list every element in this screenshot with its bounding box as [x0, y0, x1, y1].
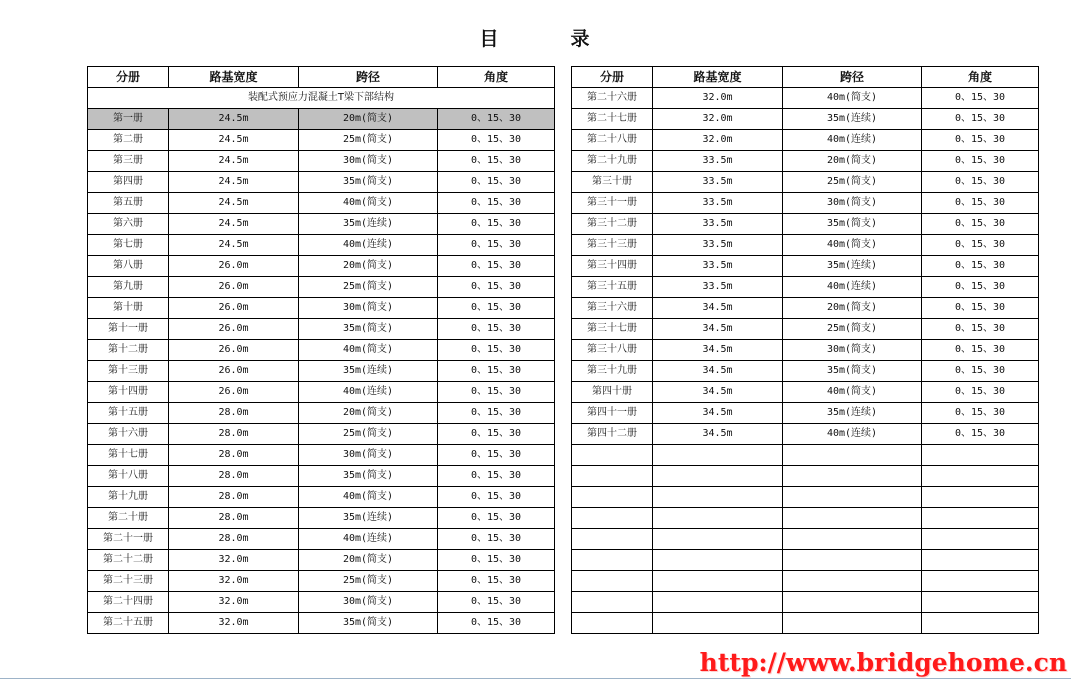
span-cell: 40m(连续) [299, 235, 438, 256]
span-cell: 40m(简支) [783, 235, 922, 256]
table-row [88, 277, 555, 298]
empty-cell [783, 445, 922, 466]
volume-cell: 第三册 [88, 151, 169, 172]
angle-cell: 0、15、30 [438, 487, 555, 508]
subgrade-width-cell: 33.5m [653, 193, 783, 214]
volume-cell: 第二十一册 [88, 529, 169, 550]
span-cell: 40m(简支) [783, 88, 922, 109]
subgrade-width-cell: 33.5m [653, 256, 783, 277]
angle-cell: 0、15、30 [438, 235, 555, 256]
subgrade-width-cell: 24.5m [169, 193, 299, 214]
span-cell: 30m(简支) [299, 445, 438, 466]
angle-cell: 0、15、30 [438, 277, 555, 298]
span-cell: 40m(简支) [783, 382, 922, 403]
subgrade-width-cell: 28.0m [169, 403, 299, 424]
table-row [572, 340, 1039, 361]
empty-cell [572, 508, 653, 529]
subgrade-width-cell: 24.5m [169, 130, 299, 151]
angle-cell: 0、15、30 [438, 256, 555, 277]
subgrade-width-cell: 26.0m [169, 361, 299, 382]
angle-cell: 0、15、30 [922, 193, 1039, 214]
angle-cell: 0、15、30 [922, 88, 1039, 109]
table-row [572, 235, 1039, 256]
volume-cell: 第二十八册 [572, 130, 653, 151]
volume-cell: 第三十五册 [572, 277, 653, 298]
table-row [88, 172, 555, 193]
subgrade-width-cell: 28.0m [169, 529, 299, 550]
empty-row [572, 445, 1039, 466]
volume-cell: 第十四册 [88, 382, 169, 403]
empty-cell [572, 550, 653, 571]
table-row [88, 466, 555, 487]
empty-cell [783, 571, 922, 592]
empty-cell [922, 550, 1039, 571]
subgrade-width-cell: 34.5m [653, 319, 783, 340]
subgrade-width-cell: 33.5m [653, 151, 783, 172]
subgrade-width-cell: 32.0m [169, 592, 299, 613]
angle-cell: 0、15、30 [922, 277, 1039, 298]
angle-cell: 0、15、30 [438, 613, 555, 634]
header-angle: 角度 [922, 67, 1039, 88]
subgrade-width-cell: 34.5m [653, 361, 783, 382]
angle-cell: 0、15、30 [438, 424, 555, 445]
angle-cell: 0、15、30 [922, 109, 1039, 130]
angle-cell: 0、15、30 [922, 256, 1039, 277]
table-row [88, 214, 555, 235]
volume-cell: 第三十七册 [572, 319, 653, 340]
angle-cell: 0、15、30 [922, 214, 1039, 235]
site-watermark: http://www.bridgehome.cn [699, 648, 1067, 677]
span-cell: 35m(连续) [783, 256, 922, 277]
span-cell: 20m(简支) [783, 298, 922, 319]
volume-cell: 第五册 [88, 193, 169, 214]
empty-cell [922, 592, 1039, 613]
empty-cell [922, 508, 1039, 529]
angle-cell: 0、15、30 [438, 550, 555, 571]
span-cell: 35m(简支) [299, 319, 438, 340]
angle-cell: 0、15、30 [438, 214, 555, 235]
table-row [88, 361, 555, 382]
volume-cell: 第二册 [88, 130, 169, 151]
span-cell: 40m(连续) [783, 424, 922, 445]
table-row [88, 109, 555, 130]
span-cell: 30m(简支) [299, 151, 438, 172]
volume-cell: 第三十九册 [572, 361, 653, 382]
span-cell: 35m(简支) [299, 613, 438, 634]
volume-cell: 第十七册 [88, 445, 169, 466]
angle-cell: 0、15、30 [922, 319, 1039, 340]
angle-cell: 0、15、30 [438, 130, 555, 151]
title-char-1: 目 [479, 27, 501, 50]
subgrade-width-cell: 26.0m [169, 298, 299, 319]
empty-row [572, 466, 1039, 487]
empty-cell [653, 529, 783, 550]
span-cell: 25m(简支) [299, 571, 438, 592]
empty-row [572, 592, 1039, 613]
table-row [88, 487, 555, 508]
span-cell: 25m(简支) [783, 319, 922, 340]
empty-cell [783, 529, 922, 550]
table-row [572, 298, 1039, 319]
header-subgrade-width: 路基宽度 [653, 67, 783, 88]
header-volume: 分册 [88, 67, 169, 88]
volume-cell: 第十一册 [88, 319, 169, 340]
angle-cell: 0、15、30 [922, 130, 1039, 151]
table-row [572, 361, 1039, 382]
angle-cell: 0、15、30 [922, 382, 1039, 403]
angle-cell: 0、15、30 [438, 403, 555, 424]
subgrade-width-cell: 32.0m [653, 109, 783, 130]
volume-cell: 第三十二册 [572, 214, 653, 235]
volume-cell: 第十八册 [88, 466, 169, 487]
span-cell: 35m(简支) [299, 172, 438, 193]
empty-cell [653, 508, 783, 529]
angle-cell: 0、15、30 [438, 340, 555, 361]
empty-cell [922, 487, 1039, 508]
angle-cell: 0、15、30 [438, 319, 555, 340]
empty-cell [783, 466, 922, 487]
empty-cell [922, 529, 1039, 550]
span-cell: 20m(简支) [299, 256, 438, 277]
header-subgrade-width: 路基宽度 [169, 67, 299, 88]
subgrade-width-cell: 34.5m [653, 298, 783, 319]
table-row [572, 214, 1039, 235]
span-cell: 40m(简支) [299, 340, 438, 361]
table-row [572, 256, 1039, 277]
table-row [88, 403, 555, 424]
empty-cell [572, 529, 653, 550]
volume-cell: 第十五册 [88, 403, 169, 424]
empty-cell [922, 571, 1039, 592]
volume-cell: 第二十册 [88, 508, 169, 529]
empty-cell [572, 487, 653, 508]
volume-cell: 第十三册 [88, 361, 169, 382]
table-row [88, 130, 555, 151]
header-angle: 角度 [438, 67, 555, 88]
table-row [572, 277, 1039, 298]
empty-cell [653, 466, 783, 487]
empty-cell [653, 592, 783, 613]
empty-row [572, 529, 1039, 550]
table-row [88, 235, 555, 256]
subgrade-width-cell: 32.0m [653, 130, 783, 151]
span-cell: 40m(连续) [783, 277, 922, 298]
table-row [88, 529, 555, 550]
subgrade-width-cell: 33.5m [653, 214, 783, 235]
subgrade-width-cell: 26.0m [169, 340, 299, 361]
subgrade-width-cell: 28.0m [169, 424, 299, 445]
page-title [0, 24, 1071, 50]
subgrade-width-cell: 34.5m [653, 403, 783, 424]
volume-cell: 第四十一册 [572, 403, 653, 424]
span-cell: 40m(简支) [299, 193, 438, 214]
table-row [572, 193, 1039, 214]
subgrade-width-cell: 26.0m [169, 319, 299, 340]
subgrade-width-cell: 34.5m [653, 340, 783, 361]
span-cell: 20m(简支) [299, 109, 438, 130]
volume-cell: 第四十二册 [572, 424, 653, 445]
empty-cell [922, 613, 1039, 634]
span-cell: 40m(连续) [783, 130, 922, 151]
angle-cell: 0、15、30 [438, 529, 555, 550]
volume-cell: 第四册 [88, 172, 169, 193]
span-cell: 25m(简支) [299, 277, 438, 298]
volume-cell: 第二十四册 [88, 592, 169, 613]
table-row [88, 193, 555, 214]
table-row [88, 550, 555, 571]
subgrade-width-cell: 28.0m [169, 466, 299, 487]
span-cell: 25m(简支) [299, 424, 438, 445]
subgrade-width-cell: 28.0m [169, 445, 299, 466]
subgrade-width-cell: 34.5m [653, 382, 783, 403]
title-char-2: 录 [570, 27, 592, 50]
subgrade-width-cell: 26.0m [169, 256, 299, 277]
volume-cell: 第三十册 [572, 172, 653, 193]
empty-cell [922, 466, 1039, 487]
volume-cell: 第一册 [88, 109, 169, 130]
empty-cell [653, 445, 783, 466]
span-cell: 30m(简支) [783, 193, 922, 214]
table-row [572, 130, 1039, 151]
subgrade-width-cell: 24.5m [169, 109, 299, 130]
span-cell: 20m(简支) [299, 550, 438, 571]
table-row [88, 319, 555, 340]
table-row [88, 508, 555, 529]
angle-cell: 0、15、30 [922, 424, 1039, 445]
subgrade-width-cell: 28.0m [169, 508, 299, 529]
volume-cell: 第十六册 [88, 424, 169, 445]
span-cell: 35m(简支) [783, 361, 922, 382]
span-cell: 35m(连续) [783, 109, 922, 130]
table-row [88, 256, 555, 277]
header-span: 跨径 [299, 67, 438, 88]
empty-cell [783, 508, 922, 529]
volume-cell: 第四十册 [572, 382, 653, 403]
empty-cell [572, 571, 653, 592]
angle-cell: 0、15、30 [922, 151, 1039, 172]
angle-cell: 0、15、30 [438, 151, 555, 172]
span-cell: 30m(简支) [299, 298, 438, 319]
volume-cell: 第三十一册 [572, 193, 653, 214]
empty-cell [572, 613, 653, 634]
volume-cell: 第八册 [88, 256, 169, 277]
table-row [572, 403, 1039, 424]
subgrade-width-cell: 24.5m [169, 235, 299, 256]
angle-cell: 0、15、30 [438, 571, 555, 592]
table-row [572, 151, 1039, 172]
table-row [572, 382, 1039, 403]
span-cell: 30m(简支) [783, 340, 922, 361]
empty-cell [653, 550, 783, 571]
table-row [572, 424, 1039, 445]
span-cell: 30m(简支) [299, 592, 438, 613]
header-span: 跨径 [783, 67, 922, 88]
table-row [572, 88, 1039, 109]
volume-cell: 第七册 [88, 235, 169, 256]
empty-cell [653, 571, 783, 592]
subgrade-width-cell: 33.5m [653, 235, 783, 256]
volume-cell: 第十二册 [88, 340, 169, 361]
empty-cell [653, 613, 783, 634]
header-row [572, 67, 1039, 88]
angle-cell: 0、15、30 [438, 508, 555, 529]
subgrade-width-cell: 26.0m [169, 382, 299, 403]
span-cell: 25m(简支) [783, 172, 922, 193]
empty-row [572, 550, 1039, 571]
table-row [88, 340, 555, 361]
table-row [88, 151, 555, 172]
angle-cell: 0、15、30 [438, 382, 555, 403]
volume-cell: 第十册 [88, 298, 169, 319]
empty-cell [572, 466, 653, 487]
volume-cell: 第二十九册 [572, 151, 653, 172]
empty-cell [572, 592, 653, 613]
empty-cell [783, 550, 922, 571]
span-cell: 35m(连续) [299, 508, 438, 529]
section-caption-row [88, 88, 555, 109]
angle-cell: 0、15、30 [922, 235, 1039, 256]
subgrade-width-cell: 24.5m [169, 151, 299, 172]
volume-cell: 第二十三册 [88, 571, 169, 592]
empty-row [572, 571, 1039, 592]
empty-row [572, 613, 1039, 634]
angle-cell: 0、15、30 [438, 445, 555, 466]
volume-cell: 第三十四册 [572, 256, 653, 277]
subgrade-width-cell: 32.0m [169, 550, 299, 571]
empty-row [572, 487, 1039, 508]
header-row [88, 67, 555, 88]
volume-cell: 第六册 [88, 214, 169, 235]
span-cell: 40m(简支) [299, 487, 438, 508]
span-cell: 35m(连续) [299, 214, 438, 235]
span-cell: 35m(连续) [299, 361, 438, 382]
table-row [88, 424, 555, 445]
subgrade-width-cell: 28.0m [169, 487, 299, 508]
volume-cell: 第二十七册 [572, 109, 653, 130]
span-cell: 40m(连续) [299, 382, 438, 403]
volume-cell: 第三十三册 [572, 235, 653, 256]
header-volume: 分册 [572, 67, 653, 88]
span-cell: 20m(简支) [783, 151, 922, 172]
subgrade-width-cell: 34.5m [653, 424, 783, 445]
toc-table-left [87, 66, 555, 634]
volume-cell: 第二十六册 [572, 88, 653, 109]
angle-cell: 0、15、30 [922, 361, 1039, 382]
subgrade-width-cell: 32.0m [169, 571, 299, 592]
empty-cell [653, 487, 783, 508]
span-cell: 35m(简支) [783, 214, 922, 235]
subgrade-width-cell: 26.0m [169, 277, 299, 298]
angle-cell: 0、15、30 [438, 592, 555, 613]
section-caption: 装配式预应力混凝土T梁下部结构 [88, 88, 555, 109]
volume-cell: 第三十六册 [572, 298, 653, 319]
empty-cell [572, 445, 653, 466]
subgrade-width-cell: 24.5m [169, 214, 299, 235]
table-row [88, 571, 555, 592]
table-row [88, 298, 555, 319]
volume-cell: 第九册 [88, 277, 169, 298]
subgrade-width-cell: 33.5m [653, 277, 783, 298]
empty-row [572, 508, 1039, 529]
table-row [572, 109, 1039, 130]
toc-table-right [571, 66, 1039, 634]
angle-cell: 0、15、30 [922, 403, 1039, 424]
angle-cell: 0、15、30 [922, 340, 1039, 361]
subgrade-width-cell: 32.0m [169, 613, 299, 634]
table-row [572, 172, 1039, 193]
table-row [88, 592, 555, 613]
empty-cell [783, 487, 922, 508]
angle-cell: 0、15、30 [438, 193, 555, 214]
angle-cell: 0、15、30 [922, 172, 1039, 193]
angle-cell: 0、15、30 [438, 466, 555, 487]
angle-cell: 0、15、30 [922, 298, 1039, 319]
table-row [572, 319, 1039, 340]
volume-cell: 第二十二册 [88, 550, 169, 571]
subgrade-width-cell: 32.0m [653, 88, 783, 109]
table-row [88, 445, 555, 466]
subgrade-width-cell: 24.5m [169, 172, 299, 193]
angle-cell: 0、15、30 [438, 361, 555, 382]
span-cell: 40m(连续) [299, 529, 438, 550]
subgrade-width-cell: 33.5m [653, 172, 783, 193]
empty-cell [783, 613, 922, 634]
span-cell: 25m(简支) [299, 130, 438, 151]
volume-cell: 第二十五册 [88, 613, 169, 634]
table-row [88, 613, 555, 634]
angle-cell: 0、15、30 [438, 109, 555, 130]
volume-cell: 第十九册 [88, 487, 169, 508]
angle-cell: 0、15、30 [438, 298, 555, 319]
angle-cell: 0、15、30 [438, 172, 555, 193]
empty-cell [783, 592, 922, 613]
span-cell: 20m(简支) [299, 403, 438, 424]
span-cell: 35m(简支) [299, 466, 438, 487]
span-cell: 35m(连续) [783, 403, 922, 424]
empty-cell [922, 445, 1039, 466]
table-row [88, 382, 555, 403]
volume-cell: 第三十八册 [572, 340, 653, 361]
